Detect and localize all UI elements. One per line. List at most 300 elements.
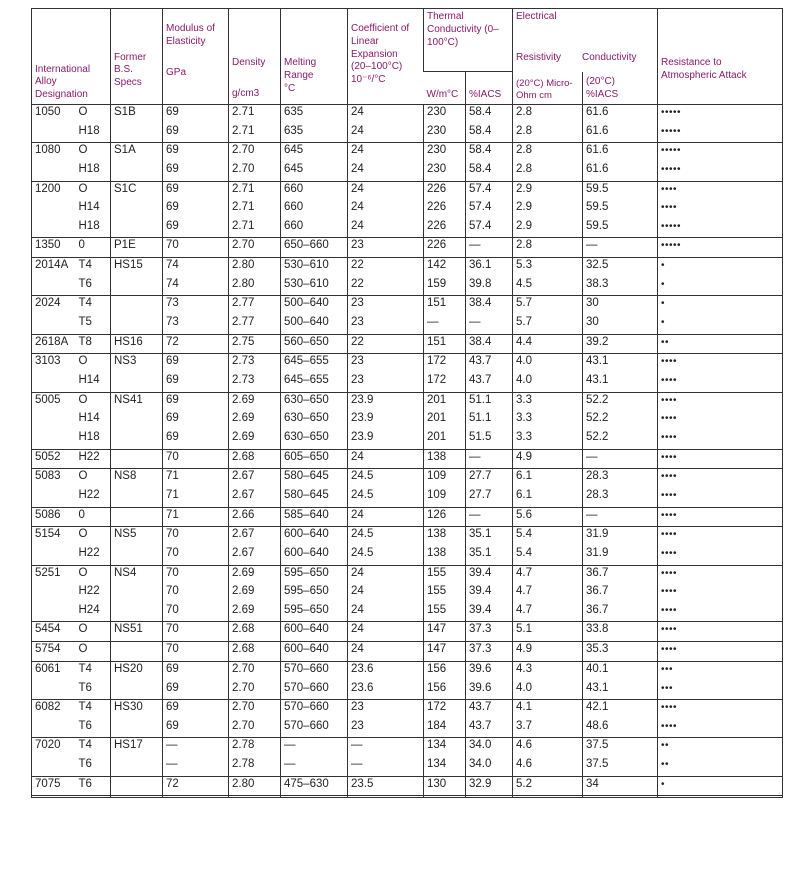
cell-alloy [32,584,76,603]
cell-temper: H24 [78,603,100,616]
cell-mod: 70 [163,622,229,642]
cell-attack: ••• [658,681,783,700]
cell-bs: S1C [111,181,163,200]
cell-temper: O [76,181,111,200]
cell-bs: HS17 [111,738,163,757]
cell-bs: HS20 [111,661,163,680]
cell-attack: ••••• [658,105,783,124]
cell-temper: H18 [78,219,100,232]
cell-temper: O [76,354,111,373]
cell-melt: 660 [281,181,348,200]
cell-mod: 69 [163,411,229,430]
cell-empty [281,796,348,798]
cell-melt: 595–650 [281,565,348,584]
cell-bs: HS30 [111,700,163,719]
cell-empty [513,796,583,798]
cell-cond: 28.3 [583,488,658,507]
cell-dens: 2.70 [229,162,281,181]
cell-wm: 130 [424,776,466,796]
cell-res: 3.3 [513,392,583,411]
cell-wm: 151 [424,334,466,354]
header-resistance: Resistance to Atmospheric Attack [658,9,783,105]
cell-temper: H22 [76,449,111,469]
cell-temper: H18 [78,430,100,443]
cell-bs [111,277,163,296]
cell-iacs: 51.1 [466,392,513,411]
cell-iacs: — [466,507,513,527]
cell-empty [466,796,513,798]
cell-iacs: 36.1 [466,258,513,277]
cell-coef: 23 [348,296,424,315]
cell-alloy: 1200 [32,181,76,200]
cell-coef: 24 [348,622,424,642]
cell-iacs: 34.0 [466,738,513,757]
cell-res: 5.3 [513,258,583,277]
table-row [32,430,783,449]
cell-bs: NS5 [111,527,163,546]
cell-bs [111,488,163,507]
cell-melt: 530–610 [281,258,348,277]
cell-empty [424,796,466,798]
table-row [32,776,783,796]
cell-dens: 2.71 [229,219,281,238]
cell-coef: 24.5 [348,469,424,488]
cell-alloy [32,124,76,143]
cell-temper: O [76,105,111,124]
table-row [32,392,783,411]
cell-wm: 201 [424,430,466,449]
cell-temper: H14 [78,374,100,387]
cell-melt: 635 [281,105,348,124]
cell-mod: 69 [163,124,229,143]
cell-cond: 52.2 [583,392,658,411]
cell-iacs: 58.4 [466,162,513,181]
cell-empty [658,796,783,798]
cell-empty [163,796,229,798]
cell-cond: 39.2 [583,334,658,354]
cell-coef: — [348,738,424,757]
table-row [32,162,783,181]
table-row [32,719,783,738]
cell-temper: T4 [76,738,111,757]
cell-attack: •••• [658,546,783,565]
table-row [32,681,783,700]
cell-iacs: 39.6 [466,681,513,700]
cell-alloy: 5005 [32,392,76,411]
cell-temper: T6 [76,776,111,796]
cell-dens: 2.67 [229,527,281,546]
cell-mod: 69 [163,430,229,449]
cell-bs [111,296,163,315]
cell-bs [111,219,163,238]
cell-iacs: 58.4 [466,124,513,143]
cell-mod: 71 [163,488,229,507]
cell-bs [111,373,163,392]
cell-cond: 43.1 [583,373,658,392]
cell-wm: 159 [424,277,466,296]
cell-coef: 24 [348,642,424,662]
cell-coef: — [348,757,424,776]
cell-coef: 23.9 [348,392,424,411]
cell-alloy: 6061 [32,661,76,680]
cell-dens: 2.71 [229,181,281,200]
cell-alloy: 5454 [32,622,76,642]
header-electrical: Electrical Resistivity Conductivity [513,9,658,72]
cell-res: 2.9 [513,200,583,219]
cell-temper: T8 [76,334,111,354]
cell-alloy [32,757,76,776]
cell-dens: 2.70 [229,238,281,258]
cell-res: 5.1 [513,622,583,642]
cell-mod: 69 [163,661,229,680]
cell-attack: •••• [658,700,783,719]
cell-cond: 61.6 [583,162,658,181]
cell-empty [32,796,76,798]
header-thermal: Thermal Conductivity (0–100°C) [424,9,513,72]
cell-alloy [32,430,76,449]
table-row [32,258,783,277]
cell-iacs: 57.4 [466,219,513,238]
cell-dens: 2.78 [229,757,281,776]
cell-empty [583,796,658,798]
cell-res: 4.6 [513,757,583,776]
cell-attack: •••• [658,507,783,527]
cell-iacs: — [466,315,513,334]
cell-iacs: 32.9 [466,776,513,796]
cell-temper: H22 [78,585,100,598]
cell-temper: H18 [78,124,100,137]
cell-melt: 630–650 [281,392,348,411]
cell-coef: 23.6 [348,681,424,700]
table-row [32,200,783,219]
cell-empty [348,796,424,798]
cell-mod: 69 [163,719,229,738]
cell-bs: NS41 [111,392,163,411]
cell-coef: 23 [348,354,424,373]
header-resistivity: Resistivity [516,51,562,63]
cell-melt: 570–660 [281,700,348,719]
cell-dens: 2.70 [229,719,281,738]
table-row [32,354,783,373]
cell-alloy: 5154 [32,527,76,546]
cell-res: 5.7 [513,296,583,315]
cell-iacs: 38.4 [466,296,513,315]
header-density: Density g/cm3 [229,9,281,105]
cell-alloy: 5083 [32,469,76,488]
cell-mod: 71 [163,507,229,527]
cell-cond: — [583,449,658,469]
cell-mod: 69 [163,200,229,219]
cell-attack: •••• [658,584,783,603]
cell-alloy: 2024 [32,296,76,315]
cell-res: 6.1 [513,469,583,488]
cell-coef: 24 [348,507,424,527]
header-designation: International Alloy Designation [35,63,91,101]
cell-temper: O [76,143,111,162]
table-row [32,738,783,757]
cell-dens: 2.69 [229,411,281,430]
cell-dens: 2.70 [229,143,281,162]
cell-attack: • [658,277,783,296]
cell-melt: 635 [281,124,348,143]
cell-melt: 500–640 [281,296,348,315]
cell-temper: H14 [78,201,100,214]
cell-bs [111,315,163,334]
cell-res: 4.0 [513,354,583,373]
cell-bs [111,642,163,662]
table-row [32,488,783,507]
cell-attack: •••• [658,642,783,662]
cell-coef: 24 [348,143,424,162]
cell-cond: 33.8 [583,622,658,642]
cell-temper: T5 [78,316,92,329]
cell-melt: 645–655 [281,373,348,392]
header-conductivity-unit: (20°C) %IACS [583,72,658,105]
cell-dens: 2.68 [229,642,281,662]
cell-alloy: 3103 [32,354,76,373]
cell-melt: 530–610 [281,277,348,296]
cell-coef: 23 [348,238,424,258]
cell-res: 4.3 [513,661,583,680]
cell-wm: 109 [424,488,466,507]
table-row [32,584,783,603]
cell-temper: H18 [78,162,100,175]
cell-attack: •••• [658,373,783,392]
cell-coef: 23.6 [348,661,424,680]
cell-wm: 155 [424,565,466,584]
cell-cond: 61.6 [583,124,658,143]
cell-coef: 22 [348,258,424,277]
cell-coef: 24 [348,219,424,238]
cell-temper: T6 [78,277,92,290]
cell-empty [76,796,111,798]
cell-alloy: 7020 [32,738,76,757]
cell-mod: 70 [163,642,229,662]
cell-mod: 69 [163,143,229,162]
cell-iacs: 39.4 [466,603,513,622]
header-thermal-iacs: %IACS [466,72,513,105]
cell-mod: 69 [163,392,229,411]
cell-mod: 70 [163,449,229,469]
cell-coef: 22 [348,277,424,296]
cell-alloy: 5086 [32,507,76,527]
cell-melt: 560–650 [281,334,348,354]
cell-coef: 24.5 [348,527,424,546]
cell-alloy [32,546,76,565]
table-row [32,334,783,354]
cell-dens: 2.77 [229,296,281,315]
cell-res: 2.9 [513,181,583,200]
cell-bs [111,757,163,776]
cell-temper: 0 [76,238,111,258]
table-row [32,527,783,546]
cell-mod: 69 [163,105,229,124]
cell-coef: 24.5 [348,488,424,507]
cell-cond: 52.2 [583,411,658,430]
cell-iacs: 35.1 [466,546,513,565]
cell-temper: H22 [78,488,100,501]
cell-cond: 32.5 [583,258,658,277]
cell-attack: •••• [658,392,783,411]
cell-wm: 226 [424,200,466,219]
cell-melt: 630–650 [281,411,348,430]
cell-iacs: 58.4 [466,143,513,162]
cell-res: 5.7 [513,315,583,334]
cell-bs [111,603,163,622]
table-row [32,411,783,430]
table-row [32,469,783,488]
cell-cond: 36.7 [583,565,658,584]
cell-coef: 24 [348,584,424,603]
cell-dens: 2.75 [229,334,281,354]
cell-melt: 660 [281,200,348,219]
cell-iacs: 39.4 [466,565,513,584]
table-body [32,105,783,798]
cell-temper: T6 [78,758,92,771]
cell-iacs: 57.4 [466,181,513,200]
cell-wm: 138 [424,449,466,469]
cell-mod: 74 [163,258,229,277]
cell-cond: 31.9 [583,527,658,546]
cell-attack: ••••• [658,143,783,162]
cell-coef: 23 [348,315,424,334]
cell-alloy [32,200,76,219]
cell-res: 5.4 [513,546,583,565]
cell-iacs: 39.8 [466,277,513,296]
cell-bs [111,546,163,565]
cell-melt: 600–640 [281,622,348,642]
cell-res: 4.1 [513,700,583,719]
cell-attack: •••• [658,719,783,738]
cell-alloy [32,373,76,392]
cell-coef: 23.9 [348,411,424,430]
cell-wm: 126 [424,507,466,527]
cell-attack: •• [658,757,783,776]
cell-res: 2.8 [513,162,583,181]
cell-mod: 70 [163,603,229,622]
cell-melt: 595–650 [281,603,348,622]
cell-wm: 230 [424,124,466,143]
cell-cond: 36.7 [583,603,658,622]
cell-cond: 61.6 [583,143,658,162]
cell-cond: 42.1 [583,700,658,719]
cell-bs [111,584,163,603]
cell-iacs: 58.4 [466,105,513,124]
cell-wm: 155 [424,603,466,622]
cell-mod: 69 [163,181,229,200]
cell-melt: 600–640 [281,642,348,662]
cell-alloy: 5052 [32,449,76,469]
cell-cond: 37.5 [583,738,658,757]
cell-bs: NS51 [111,622,163,642]
cell-cond: — [583,238,658,258]
header-modulus: Modulus of Elasticity GPa [163,9,229,105]
cell-bs [111,411,163,430]
cell-melt: 475–630 [281,776,348,796]
cell-wm: 138 [424,546,466,565]
table-row [32,219,783,238]
cell-iacs: 27.7 [466,469,513,488]
cell-mod: 70 [163,527,229,546]
cell-res: 2.8 [513,238,583,258]
cell-res: 5.4 [513,527,583,546]
cell-coef: 23.9 [348,430,424,449]
table-row [32,642,783,662]
cell-alloy [32,162,76,181]
table-row [32,622,783,642]
cell-melt: 580–645 [281,469,348,488]
cell-alloy [32,219,76,238]
cell-coef: 24.5 [348,546,424,565]
cell-melt: 580–645 [281,488,348,507]
cell-melt: 585–640 [281,507,348,527]
cell-wm: 138 [424,527,466,546]
cell-mod: 73 [163,296,229,315]
cell-wm: 172 [424,354,466,373]
cell-mod: 69 [163,354,229,373]
cell-empty [229,796,281,798]
cell-res: 3.3 [513,430,583,449]
cell-cond: 34 [583,776,658,796]
cell-cond: 38.3 [583,277,658,296]
cell-mod: 70 [163,584,229,603]
cell-attack: •• [658,334,783,354]
cell-cond: 30 [583,315,658,334]
cell-melt: 570–660 [281,661,348,680]
cell-wm: — [424,315,466,334]
table-row [32,277,783,296]
cell-mod: 69 [163,162,229,181]
cell-res: 4.5 [513,277,583,296]
cell-dens: 2.69 [229,430,281,449]
cell-attack: •••• [658,469,783,488]
cell-attack: •••• [658,565,783,584]
cell-temper: T6 [78,681,92,694]
cell-res: 4.7 [513,584,583,603]
cell-bs: S1A [111,143,163,162]
cell-temper: O [76,565,111,584]
cell-dens: 2.70 [229,700,281,719]
cell-cond: 40.1 [583,661,658,680]
cell-mod: 74 [163,277,229,296]
cell-temper: O [76,527,111,546]
cell-coef: 24 [348,200,424,219]
cell-iacs: 39.4 [466,584,513,603]
cell-attack: •••• [658,527,783,546]
table-row [32,565,783,584]
cell-wm: 230 [424,162,466,181]
cell-temper: T4 [76,296,111,315]
cell-alloy [32,411,76,430]
cell-alloy [32,488,76,507]
cell-melt: 660 [281,219,348,238]
cell-alloy: 2618A [32,334,76,354]
cell-cond: 35.3 [583,642,658,662]
cell-attack: •••• [658,200,783,219]
cell-mod: — [163,757,229,776]
table-row [32,143,783,162]
cell-dens: 2.69 [229,565,281,584]
cell-iacs: 43.7 [466,719,513,738]
header-conductivity: Conductivity [582,51,637,63]
cell-cond: 36.7 [583,584,658,603]
cell-melt: 600–640 [281,527,348,546]
cell-temper: O [76,392,111,411]
cell-bs [111,162,163,181]
cell-res: 4.9 [513,642,583,662]
cell-melt: — [281,738,348,757]
cell-wm: 201 [424,411,466,430]
